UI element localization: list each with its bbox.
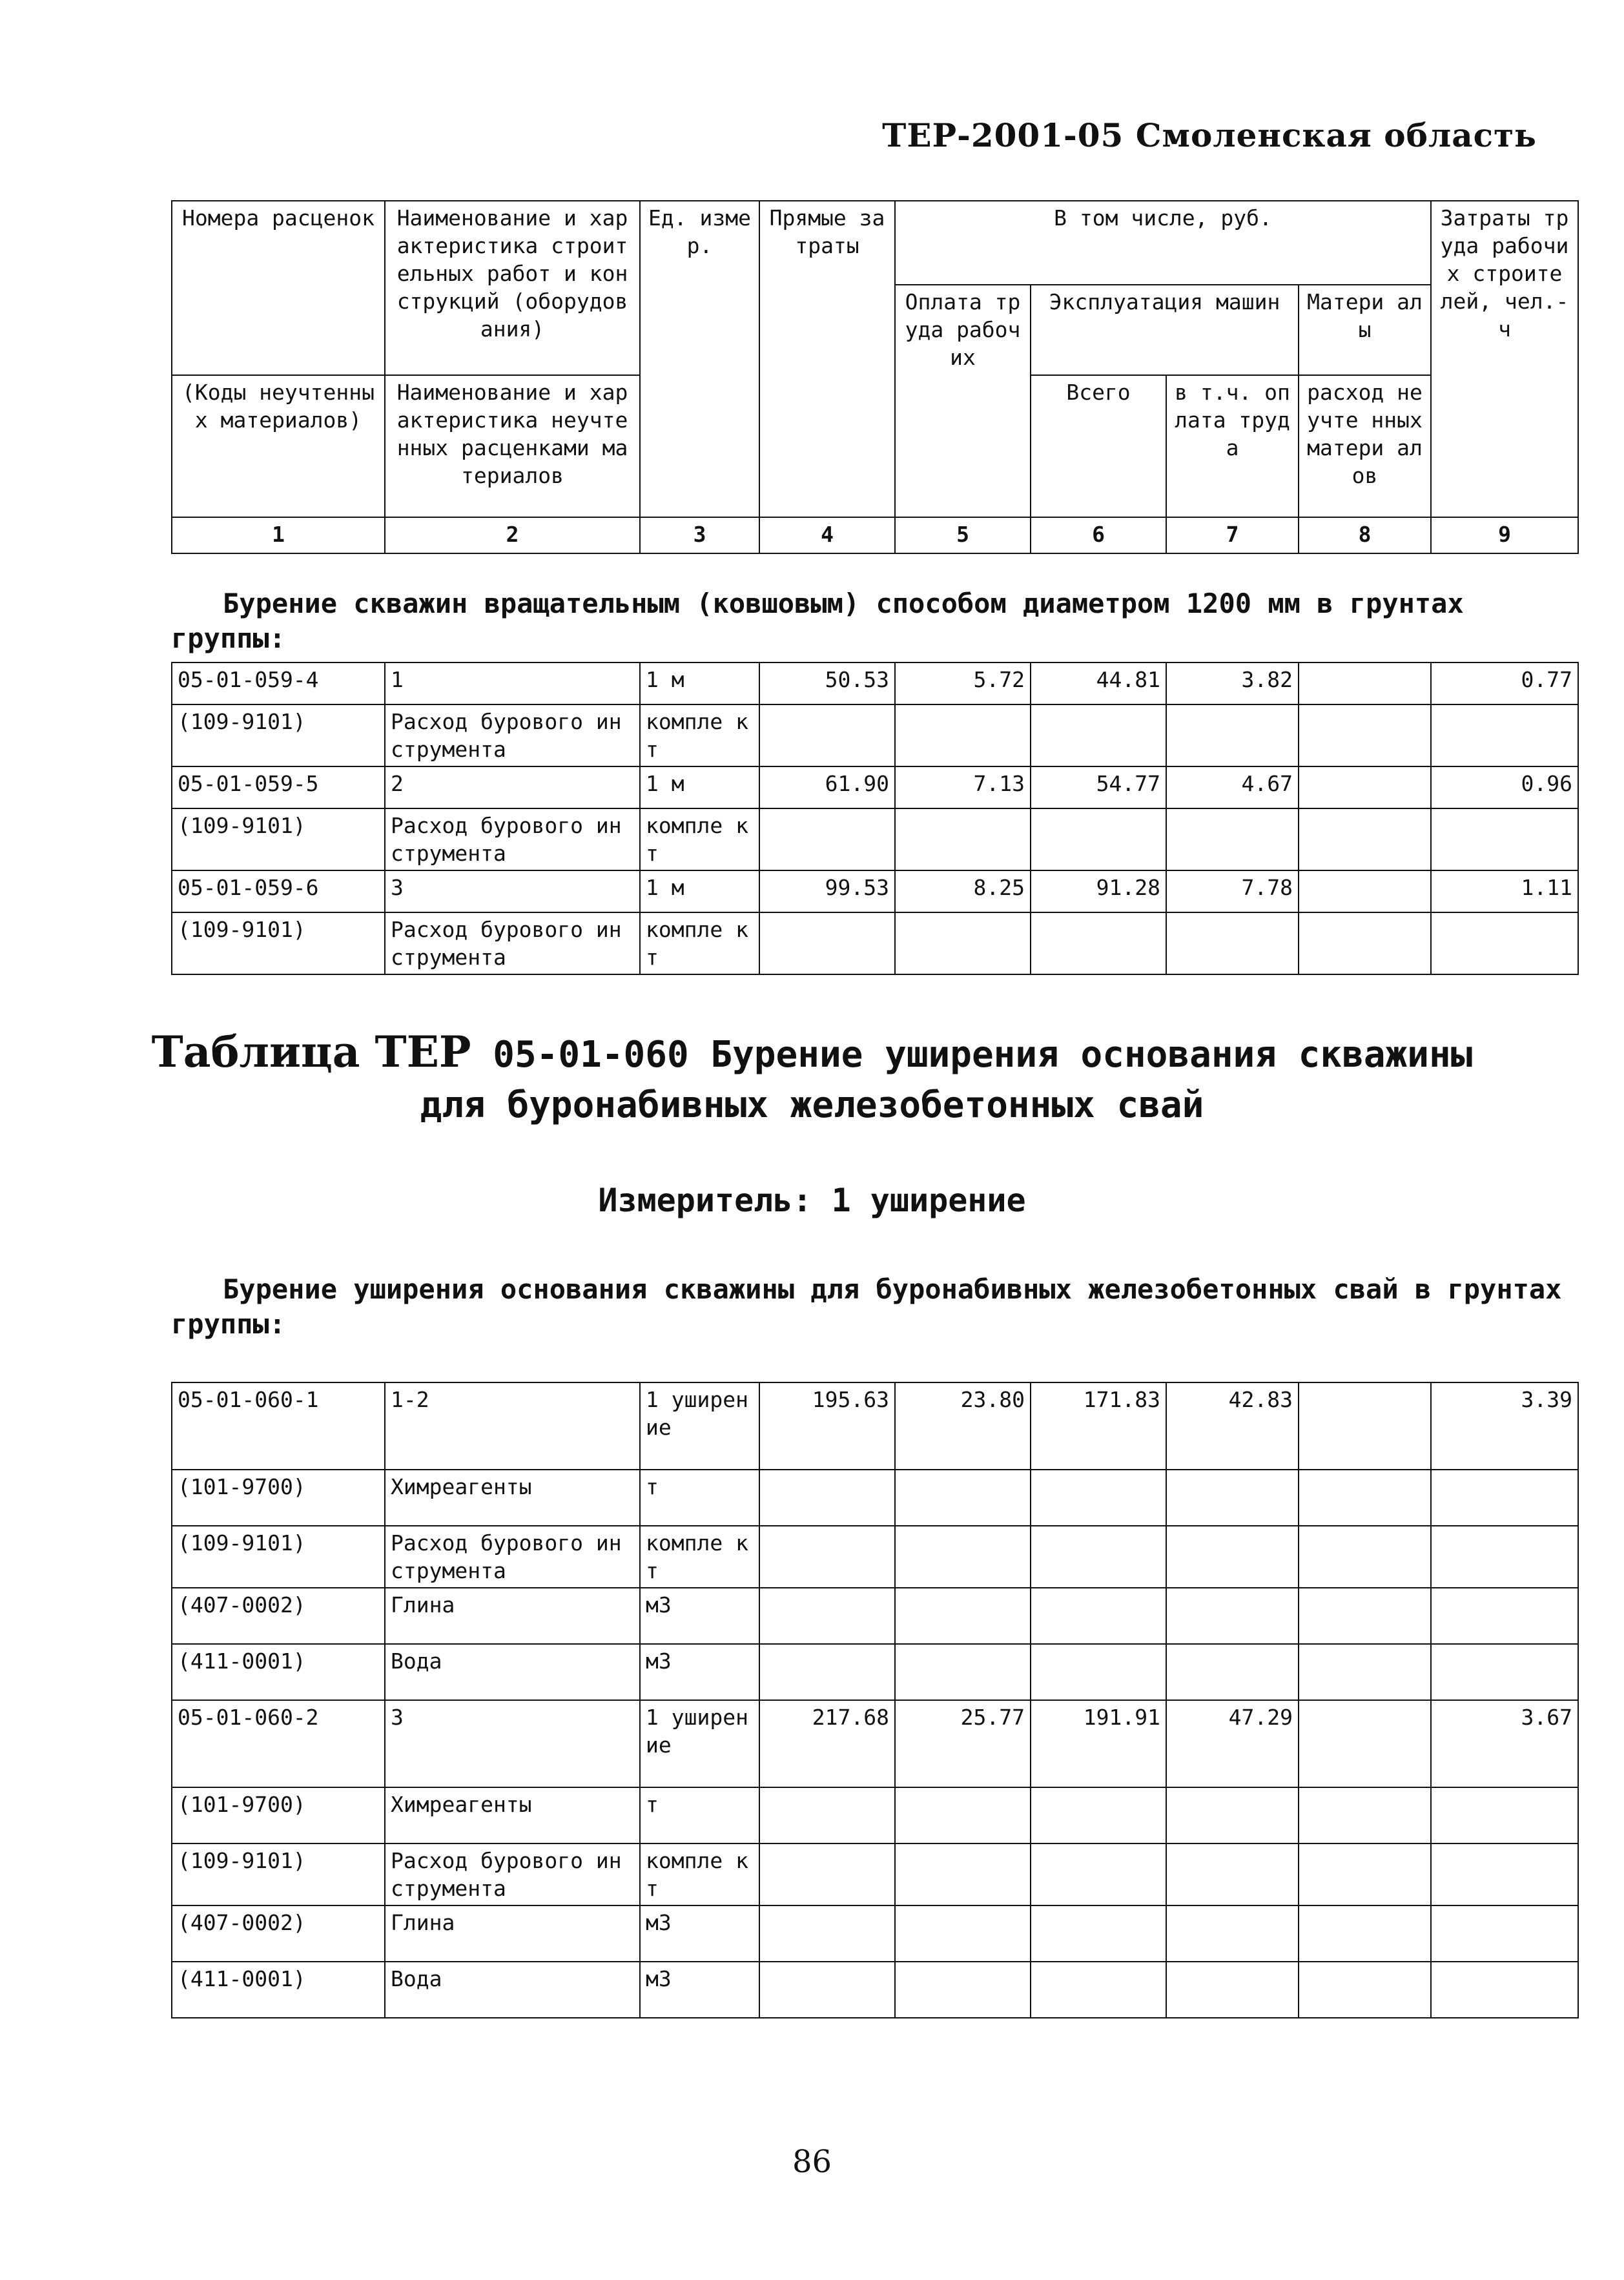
column-number: 5 [895,517,1031,553]
labor-hours-cell [1431,1844,1578,1905]
rate-code-cell: 05-01-059-6 [172,870,385,912]
header-including-rub: В том числе, руб. [895,201,1431,285]
work-name-cell: Вода [385,1644,640,1700]
table-row [172,1844,1578,1905]
machines-total-cell [1031,1787,1166,1844]
labor-pay-cell [895,912,1031,974]
work-name-cell: Расход бурового инструмента [385,704,640,766]
direct-costs-cell: 50.53 [759,662,895,704]
table-row [172,1700,1578,1787]
rate-code-cell: (101-9700) [172,1787,385,1844]
labor-hours-cell: 1.11 [1431,870,1578,912]
labor-pay-cell: 25.77 [895,1700,1031,1787]
machines-labor-pay-cell [1166,704,1299,766]
header-labor-hours: Затраты труда рабочих строите лей, чел.-ч [1431,201,1578,517]
section2-heading-text: Бурение уширения основания скважины для буронабивных железобетонных свай в грунтах группы: [171,1273,1562,1340]
unit-cell: м3 [640,1644,759,1700]
rate-code-cell: (101-9700) [172,1470,385,1526]
table-title-prefix: Таблица ТЕР [151,1027,471,1077]
materials-cell [1299,1700,1431,1787]
page-header: ТЕР-2001-05 Смоленская область [882,116,1537,154]
section1-heading-text: Бурение скважин вращательным (ковшовым) способом диаметром 1200 мм в грунтах группы: [171,588,1464,654]
labor-pay-cell [895,1470,1031,1526]
materials-cell [1299,870,1431,912]
machines-labor-pay-cell: 4.67 [1166,766,1299,808]
table-row [172,870,1578,912]
labor-hours-cell: 0.77 [1431,662,1578,704]
direct-costs-cell [759,1787,895,1844]
header-machines-labor-pay: в т.ч. оплата труда [1166,375,1299,517]
machines-labor-pay-cell [1166,1962,1299,2018]
unit-cell: компле кт [640,808,759,870]
table-row [172,1526,1578,1588]
header-unaccounted-consumption: расход неучте нных матери алов [1299,375,1431,517]
work-name-cell: Глина [385,1905,640,1962]
work-name-cell: 3 [385,1700,640,1787]
column-number: 2 [385,517,640,553]
labor-hours-cell: 0.96 [1431,766,1578,808]
direct-costs-cell: 217.68 [759,1700,895,1787]
work-name-cell: Вода [385,1962,640,2018]
direct-costs-cell [759,1905,895,1962]
section1-table [171,662,1579,975]
direct-costs-cell [759,1644,895,1700]
machines-labor-pay-cell: 47.29 [1166,1700,1299,1787]
header-machine-operation: Эксплуатация машин [1031,285,1299,375]
table-row [172,1588,1578,1644]
labor-pay-cell [895,1787,1031,1844]
column-header-table [171,200,1579,554]
machines-total-cell: 54.77 [1031,766,1166,808]
labor-pay-cell [895,1644,1031,1700]
table-row [172,662,1578,704]
table-row [172,808,1578,870]
labor-hours-cell [1431,1470,1578,1526]
column-numbers-row [172,517,1578,553]
labor-hours-cell [1431,1644,1578,1700]
materials-cell [1299,1588,1431,1644]
table-row [172,766,1578,808]
rate-code-cell: (411-0001) [172,1962,385,2018]
materials-cell [1299,1470,1431,1526]
work-name-cell: 1 [385,662,640,704]
materials-cell [1299,1644,1431,1700]
labor-pay-cell [895,1588,1031,1644]
unit-cell: 1 уширен ие [640,1382,759,1470]
unit-cell: компле кт [640,704,759,766]
machines-total-cell [1031,1470,1166,1526]
direct-costs-cell [759,1526,895,1588]
rate-code-cell: 05-01-059-5 [172,766,385,808]
labor-pay-cell [895,704,1031,766]
rate-code-cell: (109-9101) [172,808,385,870]
unit-cell: т [640,1787,759,1844]
materials-cell [1299,662,1431,704]
labor-pay-cell [895,808,1031,870]
materials-cell [1299,1905,1431,1962]
materials-cell [1299,1526,1431,1588]
labor-hours-cell [1431,1526,1578,1588]
labor-hours-cell [1431,704,1578,766]
machines-total-cell [1031,1588,1166,1644]
column-number: 3 [640,517,759,553]
machines-labor-pay-cell [1166,1644,1299,1700]
labor-pay-cell: 23.80 [895,1382,1031,1470]
table-row [172,1382,1578,1470]
machines-total-cell: 91.28 [1031,870,1166,912]
measure-unit: Измеритель: 1 уширение [598,1182,1026,1219]
table-row [172,1787,1578,1844]
header-unaccounted-names: Наименование и характеристика неучтенных расценками материалов [385,375,640,517]
machines-total-cell: 171.83 [1031,1382,1166,1470]
direct-costs-cell: 61.90 [759,766,895,808]
materials-cell [1299,704,1431,766]
section2-heading [171,1272,1579,1342]
rate-code-cell: 05-01-059-4 [172,662,385,704]
machines-labor-pay-cell [1166,1905,1299,1962]
machines-total-cell [1031,1905,1166,1962]
column-number: 6 [1031,517,1166,553]
header-rate-numbers: Номера расценок [172,201,385,375]
machines-total-cell [1031,1844,1166,1905]
section2-table [171,1382,1579,2018]
work-name-cell: Химреагенты [385,1787,640,1844]
table-row [172,1962,1578,2018]
work-name-cell: 3 [385,870,640,912]
column-number: 9 [1431,517,1578,553]
direct-costs-cell [759,912,895,974]
machines-labor-pay-cell: 42.83 [1166,1382,1299,1470]
direct-costs-cell: 99.53 [759,870,895,912]
rate-code-cell: 05-01-060-2 [172,1700,385,1787]
work-name-cell: Расход бурового инструмента [385,808,640,870]
machines-total-cell [1031,1644,1166,1700]
table-row [172,1905,1578,1962]
header-unaccounted-codes: (Коды неучтенных материалов) [172,375,385,517]
table-title [129,1027,1495,1131]
materials-cell [1299,1382,1431,1470]
direct-costs-cell [759,1470,895,1526]
header-labor-pay: Оплата труда рабочих [895,285,1031,517]
materials-cell [1299,912,1431,974]
unit-cell: м3 [640,1962,759,2018]
machines-total-cell [1031,1526,1166,1588]
materials-cell [1299,1962,1431,2018]
rate-code-cell: (109-9101) [172,1526,385,1588]
labor-hours-cell [1431,808,1578,870]
machines-labor-pay-cell [1166,1588,1299,1644]
labor-hours-cell: 3.67 [1431,1700,1578,1787]
machines-total-cell [1031,912,1166,974]
labor-pay-cell [895,1962,1031,2018]
unit-cell: 1 м [640,766,759,808]
rate-code-cell: (411-0001) [172,1644,385,1700]
column-number: 7 [1166,517,1299,553]
table-row [172,704,1578,766]
unit-cell: 1 уширен ие [640,1700,759,1787]
labor-hours-cell [1431,1905,1578,1962]
table-row [172,912,1578,974]
work-name-cell: Глина [385,1588,640,1644]
rate-code-cell: (407-0002) [172,1588,385,1644]
labor-pay-cell [895,1526,1031,1588]
machines-labor-pay-cell [1166,1844,1299,1905]
direct-costs-cell [759,808,895,870]
rate-code-cell: (109-9101) [172,704,385,766]
machines-labor-pay-cell [1166,1787,1299,1844]
direct-costs-cell [759,1844,895,1905]
rate-code-cell: (109-9101) [172,1844,385,1905]
unit-cell: м3 [640,1588,759,1644]
unit-cell: 1 м [640,870,759,912]
machines-total-cell [1031,704,1166,766]
labor-hours-cell [1431,912,1578,974]
machines-labor-pay-cell [1166,1526,1299,1588]
column-number: 4 [759,517,895,553]
direct-costs-cell [759,1588,895,1644]
labor-pay-cell [895,1844,1031,1905]
machines-labor-pay-cell [1166,808,1299,870]
direct-costs-cell [759,704,895,766]
unit-cell: компле кт [640,912,759,974]
table-title-text: 05-01-060 Бурение уширения основания скважины для буронабивных железобетонных свай [420,1034,1473,1126]
materials-cell [1299,1787,1431,1844]
page-number: 86 [792,2144,832,2180]
unit-cell: 1 м [640,662,759,704]
table-row [172,1470,1578,1526]
work-name-cell: 2 [385,766,640,808]
labor-hours-cell [1431,1588,1578,1644]
machines-labor-pay-cell [1166,1470,1299,1526]
header-direct-costs: Прямые затраты [759,201,895,517]
machines-labor-pay-cell: 7.78 [1166,870,1299,912]
work-name-cell: Расход бурового инструмента [385,1844,640,1905]
table-row [172,1644,1578,1700]
machines-total-cell [1031,808,1166,870]
direct-costs-cell: 195.63 [759,1382,895,1470]
header-work-name: Наименование и характеристика строительных работ и конструкций (оборудования) [385,201,640,375]
work-name-cell: Расход бурового инструмента [385,1526,640,1588]
materials-cell [1299,808,1431,870]
materials-cell [1299,766,1431,808]
rate-code-cell: 05-01-060-1 [172,1382,385,1470]
labor-pay-cell: 5.72 [895,662,1031,704]
section1-heading [171,586,1579,656]
labor-hours-cell [1431,1787,1578,1844]
machines-total-cell: 191.91 [1031,1700,1166,1787]
column-number: 1 [172,517,385,553]
labor-pay-cell: 8.25 [895,870,1031,912]
header-machines-total: Всего [1031,375,1166,517]
labor-hours-cell [1431,1962,1578,2018]
labor-hours-cell: 3.39 [1431,1382,1578,1470]
materials-cell [1299,1844,1431,1905]
direct-costs-cell [759,1962,895,2018]
unit-cell: компле кт [640,1844,759,1905]
rate-code-cell: (407-0002) [172,1905,385,1962]
machines-total-cell: 44.81 [1031,662,1166,704]
labor-pay-cell [895,1905,1031,1962]
unit-cell: компле кт [640,1526,759,1588]
work-name-cell: 1-2 [385,1382,640,1470]
header-materials: Матери алы [1299,285,1431,375]
work-name-cell: Расход бурового инструмента [385,912,640,974]
machines-labor-pay-cell [1166,912,1299,974]
labor-pay-cell: 7.13 [895,766,1031,808]
rate-code-cell: (109-9101) [172,912,385,974]
unit-cell: т [640,1470,759,1526]
work-name-cell: Химреагенты [385,1470,640,1526]
machines-total-cell [1031,1962,1166,2018]
header-unit: Ед. измер. [640,201,759,517]
column-number: 8 [1299,517,1431,553]
unit-cell: м3 [640,1905,759,1962]
machines-labor-pay-cell: 3.82 [1166,662,1299,704]
